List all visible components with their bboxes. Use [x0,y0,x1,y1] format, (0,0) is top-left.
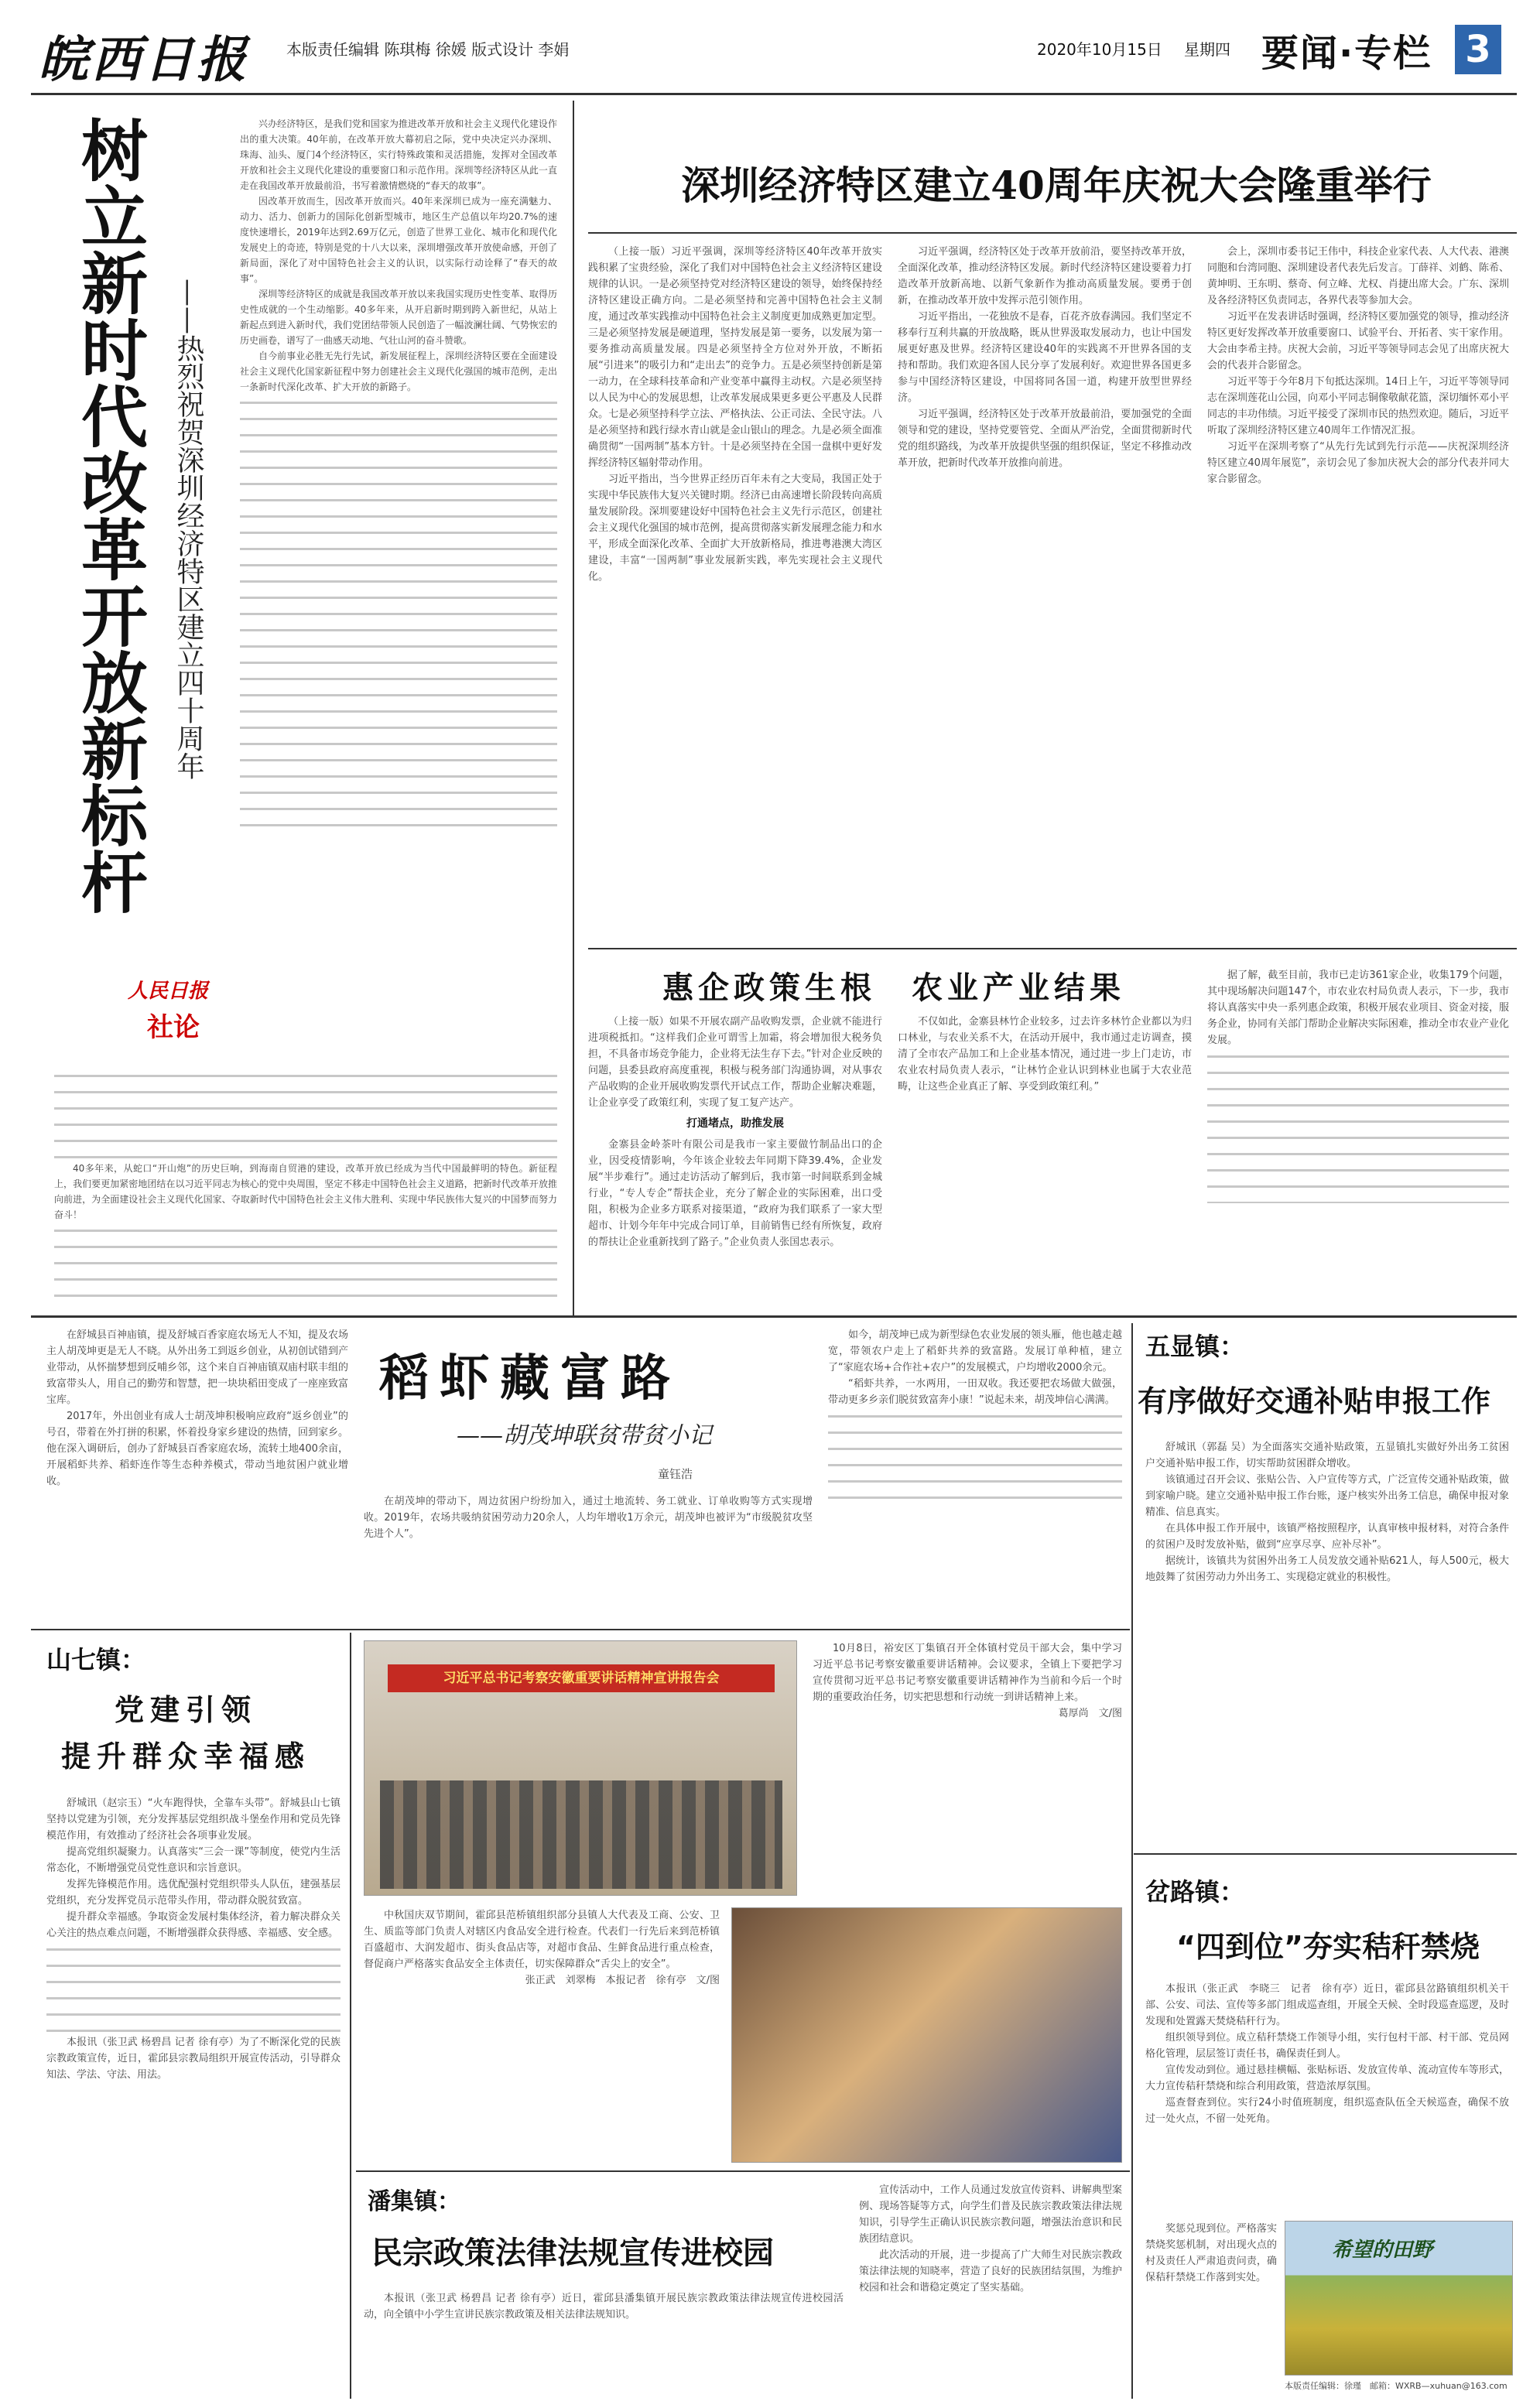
lead-para: 习近平指出，当今世界正经历百年未有之大变局，我国正处于实现中华民族伟大复兴关键时期。经济已由高速增长阶段转向高质量发展阶段。深圳要建设好中国特色社会主义先行示范区，创建社会主义现代化强国的城市范例，提高贯彻落实新发展理念能力和水平，形成全面深化改革、全面扩大开放新格局，推进粤港澳大湾区建设，丰富“一国两制”事业发展新实践，率先实现社会主义现代化。 [588,474,882,583]
chalu-title: “四到位”夯实秸秆禁烧 [1176,1930,1480,1964]
story-para: 2017年，外出创业有成人士胡茂坤积极响应政府“返乡创业”的号召，带着在外打拼的积累，怀着投身家乡建设的热情，回到家乡。他在深入调研后，创办了舒城县百香家庭农场，流转土地400余亩，开展稻虾共养、稻虾连作等生态种养模式，带动当地贫困户就业增收。 [46,1411,348,1487]
shanqi-para: 发挥先锋模范作用。选优配强村党组织带头人队伍，建强基层党组织，充分发挥党员示范带头作用，带动群众脱贫致富。 [46,1879,341,1907]
lead-title: 深圳经济特区建立40周年庆祝大会隆重举行 [681,162,1432,208]
wuxian-para: 该镇通过召开会议、张贴公告、入户宣传等方式，广泛宣传交通补贴政策，做到家喻户晓。建立交通补贴申报工作台账，逐户核实外出务工信息，确保申报对象精准、信息真实。 [1145,1474,1509,1518]
lead-para: 习近平强调，经济特区处于改革开放最前沿，要加强党的全面领导和党的建设，坚持党要管党、全面从严治党，全面贯彻新时代党的组织路线，为改革开放提供坚强的组织保证，坚定不移推动改革开放，把新时代改革开放推向前进。 [898,409,1192,469]
editorial-para: 兴办经济特区，是我们党和国家为推进改革开放和社会主义现代化建设作出的重大决策。40年前，在改革开放大幕初启之际，党中央决定兴办深圳、珠海、汕头、厦门4个经济特区，实行特殊政策和灵活措施，发挥对全国改革开放和社会主义现代化建设的重要窗口和示范作用。深圳等经济特区从此一直走在我国改革开放最前沿，书写着激情燃烧的“春天的故事”。 [240,118,557,191]
meeting-photo [364,1640,797,1896]
policy-col-2 [898,1014,1192,1315]
lead-para: 习近平指出，一花独放不是春，百花齐放春满园。我们坚定不移奉行互利共赢的开放战略，既从世界汲取发展动力，也让中国发展更好惠及世界。经济特区建设40年的实践离不开世界各国的支持和帮助。我们欢迎各国人民分享了发展利好。欢迎世界各国更多参与中国经济特区建设，中国将同各国一道，构建开放型世界经济。 [898,311,1192,404]
panji-col-2 [859,2182,1122,2399]
editorial-para: 40多年来，从蛇口“开山炮”的历史巨响，到海南自贸港的建设，改革开放已经成为当代中国最鲜明的特色。新征程上，我们要更加紧密地团结在以习近平同志为核心的党中央周围，坚定不移走中国特色社会主义道路，把新时代改革开放推向前进，为全面建设社会主义现代化国家、夺取新时代中国特色社会主义伟大胜利、实现中华民族伟大复兴的中国梦而努力奋斗！ [54,1163,557,1220]
chalu-para: 组织领导到位。成立秸秆禁烧工作领导小组，实行包村干部、村干部、党员网格化管理，层层签订责任书，确保责任到人。 [1145,2032,1509,2060]
chalu-para: 宣传发动到位。通过悬挂横幅、张贴标语、发放宣传单、流动宣传车等形式，大力宣传秸秆禁烧和综合利用政策，营造浓厚氛围。 [1145,2064,1509,2092]
masthead [23,6,1517,91]
story-title: 稻虾藏富路 [379,1349,681,1408]
editorial-title: 树立新时代改革开放新标杆 [70,116,148,915]
lead-para: 习近平等于今年8月下旬抵达深圳。14日上午，习近平等领导同志在深圳莲花山公园，向邓小平同志铜像敬献花篮，深切缅怀邓小平同志的丰功伟绩。习近平接受了深圳市民的热烈欢迎。随后，习近平听取了深圳经济特区建立40周年工作情况汇报。 [1207,376,1509,436]
story-col-2 [364,1493,813,1625]
wuxian-place: 五显镇： [1145,1332,1245,1361]
editorial-subtitle: ——热烈祝贺深圳经济特区建立四十周年 [173,279,204,780]
chalu-body [1145,1981,1509,2213]
caption-text: 10月8日，裕安区丁集镇召开全体镇村党员干部大会，集中学习习近平总书记考察安徽重要讲话精神。会议要求，全镇上下要把学习宣传贯彻习近平总书记考察安徽重要讲话精神作为当前和今后一个时期的重要政治任务，切实把思想和行动统一到讲话精神上来。 [813,1643,1122,1703]
wuxian-title: 有序做好交通补贴申报工作 [1138,1384,1491,1418]
caption-text: 中秋国庆双节期间，霍邱县范桥镇组织部分县镇人大代表及工商、公安、卫生、质监等部门负责人对辖区内食品安全进行检查。代表们一行先后来到范桥镇百盛超市、大润发超市、街头食品店等，对超市食品、生鲜食品进行重点检查，督促商户严格落实食品安全主体责任，切实保障群众“舌尖上的安全”。 [364,1910,720,1970]
policy-para: 不仅如此，金寨县林竹企业较多，过去许多林竹企业都以为归口林业，与农业关系不大，在活动开展中，我市通过走访调查，摸清了全市农产品加工和上企业基本情况，通过进一步上门走访，市农业农村局负责人表示，“让林竹企业认识到林业也属于大农业范畴，让这些企业真正了解、享受到政策红利。” [898,1016,1192,1093]
issue-date: 2020年10月15日 [1037,40,1162,59]
editorial-para: 自今前事业必胜无先行先试，新发展征程上，深圳经济特区要在全面建设社会主义现代化国家新征程中努力创建社会主义现代化强国的城市范例，走出一条新时代深化改革、扩大开放的新路子。 [240,351,557,392]
wuxian-para: 舒城讯（郭磊 吴）为全面落实交通补贴政策，五显镇扎实做好外出务工贫困户交通补贴申报工作，切实帮助贫困群众增收。 [1145,1442,1509,1469]
shanqi-place: 山七镇： [46,1645,146,1674]
badge-logo: 人民日报 [128,980,209,1003]
policy-subhead: 打通堵点，助推发展 [686,1117,784,1130]
page-footer: 本版责任编辑：徐瑾 邮箱：WXRB—xuhuan@163.com [1285,2381,1507,2391]
shanqi-para: 舒城讯（赵宗玉）“火车跑得快，全靠车头带”。舒城县山七镇坚持以党建为引领，充分发挥基层党组织战斗堡垒作用和党员先锋模范作用，有效推动了经济社会各项事业发展。 [46,1797,341,1842]
chalu-body-2 [1145,2221,1277,2399]
market-photo [731,1907,1122,2163]
chalu-para: 巡查督查到位。实行24小时值班制度，组织巡查队伍全天候巡查，确保不放过一处火点，不留一处死角。 [1145,2097,1509,2125]
wuxian-para: 在具体申报工作开展中，该镇严格按照程序，认真审核申报材料，对符合条件的贫困户及时发放补贴，做到“应享尽享、应补尽补”。 [1145,1523,1509,1551]
story-subtitle: ——胡茂坤联贫带贫小记 [457,1422,712,1449]
lead-col-1 [588,244,882,940]
panji-para: 此次活动的开展，进一步提高了广大师生对民族宗教政策法律法规的知晓率，营造了良好的民族团结氛围，为维护校园和社会和谐稳定奠定了坚实基础。 [859,2249,1122,2293]
editor-line: 本版责任编辑 陈琪梅 徐媛 版式设计 李娟 [286,40,570,59]
story-byline: 童钰浩 [658,1467,693,1481]
lead-para: 习近平在发表讲话时强调，经济特区要加强党的领导，推动经济特区更好发挥改革开放重要窗口、试验平台、开拓者、实干家作用。大会由李希主持。庆祝大会前，习近平等领导同志会见了出席庆祝大会的代表并合影留念。 [1207,311,1509,371]
field-ad-title: 希望的田野 [1332,2239,1433,2262]
caption-credit: 张正武 刘翠梅 本报记者 徐有亭 文/图 [525,1975,720,1986]
story-para: “稻虾共养，一水两用，一田双收。我还要把农场做大做强，带动更多乡亲们脱贫致富奔小康！”说起未来，胡茂坤信心满满。 [828,1378,1122,1406]
chalu-para: 本报讯（张正武 李晓三 记者 徐有亭）近日，霍邱县岔路镇组织机关干部、公安、司法、宣传等多部门组成巡查组，开展全天候、全时段巡查巡逻，及时发现和处置露天焚烧秸秆行为。 [1145,1983,1509,2027]
shanqi-para: 提升群众幸福感。争取资金发展村集体经济，着力解决群众关心关注的热点难点问题，不断增强群众获得感、幸福感、安全感。 [46,1911,341,1939]
story-col-1 [46,1327,348,1625]
meeting-caption-2 [364,1907,720,2163]
lead-para: 习近平强调，经济特区处于改革开放前沿，要坚持改革开放，全面深化改革，推动经济特区发展。新时代经济特区建设要着力打造改革开放新高地、以新气象新作为推动高质量发展。要勇于创新，在推动改革开放中发挥示范引领作用。 [898,246,1192,306]
shanqi-body [46,1795,341,2391]
caption-credit: 葛厚尚 文/图 [1058,1708,1122,1719]
meeting-banner: 习近平总书记考察安徽重要讲话精神宣讲报告会 [388,1664,775,1692]
page-number-badge: 3 [1455,25,1501,74]
meeting-caption-1 [813,1640,1122,1896]
editorial-body-bottom [54,1068,557,1308]
policy-col-3 [1207,967,1509,1315]
section-name: 要闻·专栏 [1261,32,1432,75]
lead-para: 会上，深圳市委书记王伟中，科技企业家代表、人大代表、港澳同胞和台湾同胞、深圳建设者代表先后发言。丁薛祥、刘鹤、陈希、黄坤明、王东明、蔡奇、何立峰、尤权、肖捷出席大会。广东、深圳及各经济特区负责同志，各界代表等参加大会。 [1207,246,1509,306]
story-col-3 [828,1327,1122,1625]
story-para: 在胡茂坤的带动下，周边贫困户纷纷加入，通过土地流转、务工就业、订单收购等方式实现增收。2019年，农场共吸纳贫困劳动力20余人，人均年增收1万余元，胡茂坤也被评为“市级脱贫攻坚先进个人”。 [364,1496,813,1540]
masthead-logo[interactable]: 皖西日报 [39,31,249,89]
chalu-place: 岔路镇： [1145,1877,1245,1907]
policy-para: 据了解，截至目前，我市已走访361家企业，收集179个问题，其中现场解决问题147个，市农业农村局负责人表示，下一步，我市将认真落实中央一系列惠企政策，积极开展农业项目、资金对接，服务企业，协同有关部门帮助企业解决实际困难，推动全市农业产业化发展。 [1207,970,1509,1046]
wuxian-body [1145,1439,1509,1842]
shanqi-para: 本报讯（张卫武 杨碧昌 记者 徐有亭）为了不断深化党的民族宗教政策宣传，近日，霍邱县宗教局组织开展宣传活动，引导群众知法、学法、守法、用法。 [46,2037,341,2081]
lead-para: （上接一版）习近平强调，深圳等经济特区40年改革开放实践积累了宝贵经验，深化了我们对中国特色社会主义经济特区建设规律的认识。一是必须坚持党对经济特区建设的领导，始终保持经济特区建设正确方向。二是必须坚持和完善中国特色社会主义制度，通过改革实践推动中国特色社会主义制度更加成熟更加定型。三是必须坚持发展是硬道理，坚持发展是第一要务，以发展为第一要务推动高质量发展。四是必须坚持全方位对外开放，不断拓展“引进来”的吸引力和“走出去”的竞争力。五是必须坚持创新是第一动力，在全球科技革命和产业变革中赢得主动权。六是必须坚持以人民为中心的发展思想，让改革发展成果更多更公平惠及人民群众。七是必须坚持科学立法、严格执法、公正司法、全民守法。八是必须坚持和践行绿水青山就是金山银山的理念。九是必须全面准确贯彻“一国两制”基本方针。十是必须坚持在全国一盘棋中更好发挥经济特区辐射带动作用。 [588,246,882,469]
wuxian-para: 据统计，该镇共为贫困外出务工人员发放交通补贴621人，每人500元，极大地鼓舞了贫困劳动力外出务工、实现稳定就业的积极性。 [1145,1555,1509,1583]
editorial-badge [124,967,224,1052]
editorial-para: 因改革开放而生，因改革开放而兴。40年来深圳已成为一座充满魅力、动力、活力、创新力的国际化创新型城市，地区生产总值以年均20.7%的速度快速增长，2019年达到2.69万亿元，创造了世界工业化、城市化和现代化发展史上的奇迹，特别是党的十八大以来，深圳增强改革开放使命感，开创了新局面，深化了对中国特色社会主义的认识，以实际行动诠释了“春天的故事”。 [240,196,557,284]
shanqi-title: 党建引领 提升群众幸福感 [60,1693,310,1774]
policy-para: （上接一版）如果不开展农副产品收购发票，企业就不能进行进项税抵扣。“这样我们企业可谓雪上加霜，将会增加很大税务负担，不具备市场竞争能力，企业将无法生存下去。”针对企业反映的问题，县委县政府高度重视，积极与税务部门沟通协调，对从事农产品收购的企业开展收购发票代开试点工作，帮助企业解决难题，让企业享受了政策红利，实现了复工复产达产。 [588,1016,882,1109]
field-ad [1285,2221,1513,2376]
policy-para: 金寨县金岭茶叶有限公司是我市一家主要做竹制品出口的企业，因受疫情影响，今年该企业较去年同期下降39.4%，企业发展“半步难行”。通过走访活动了解到后，我市第一时间联系到金城行业，“专人专企”帮扶企业，充分了解企业的实际困难，出口受阻，积极为企业多方联系对接渠道，“政府为我们联系了一家大型超市、计划今年年中完成合同订单，目前销售已经有所恢复，政府的帮扶让企业重新找到了路子。”企业负责人张国忠表示。 [588,1139,882,1248]
badge-label: 社论 [147,1012,200,1043]
panji-para: 本报讯（张卫武 杨碧昌 记者 徐有亭）近日，霍邱县潘集镇开展民族宗教政策法律法规宣传进校园活动，向全镇中小学生宣讲民族宗教政策及相关法律法规知识。 [364,2293,844,2321]
issue-weekday: 星期四 [1184,40,1230,59]
audience-rows [380,1780,782,1889]
panji-place: 潘集镇： [368,2188,460,2215]
lead-para: 习近平在深圳考察了“从先行先试到先行示范——庆祝深圳经济特区建立40周年展览”，亲切会见了参加庆祝大会的部分代表并同大家合影留念。 [1207,441,1509,485]
lead-col-3 [1207,244,1509,940]
panji-col-1 [364,2290,844,2399]
policy-col-1 [588,1014,882,1315]
chalu-para: 奖惩兑现到位。严格落实禁烧奖惩机制，对出现火点的村及责任人严肃追责问责，确保秸秆禁烧工作落到实处。 [1145,2223,1277,2283]
lead-col-2 [898,244,1192,940]
story-para: 在舒城县百神庙镇，提及舒城百香家庭农场无人不知，提及农场主人胡茂坤更是无人不晓。从外出务工到返乡创业，从初创试错到产业带动，从怀揣梦想到反哺乡邻，这个来自百神庙镇双庙村联丰组的致富带头人，用自己的勤劳和智慧，把一块块稻田变成了一座座致富宝库。 [46,1329,348,1406]
shanqi-para: 提高党组织凝聚力。认真落实“三会一课”等制度，使党内生活常态化，不断增强党员党性意识和宗旨意识。 [46,1846,341,1874]
story-para: 如今，胡茂坤已成为新型绿色农业发展的领头雁，他也越走越宽，带领农户走上了稻虾共养的致富路。发展订单种植，建立了“家庭农场+合作社+农户”的发展模式，户均增收2000余元。 [828,1329,1122,1373]
panji-para: 宣传活动中，工作人员通过发放宣传资料、讲解典型案例、现场答疑等方式，向学生们普及民族宗教政策法律法规知识，引导学生正确认识民族宗教问题，增强法治意识和民族团结意识。 [859,2184,1122,2245]
editorial-body [240,116,557,1076]
panji-title: 民宗政策法律法规宣传进校园 [371,2235,774,2271]
policy-title: 惠企政策生根 农业产业结果 [662,970,1125,1006]
editorial-para: 深圳等经济特区的成就是我国改革开放以来我国实现历史性变革、取得历史性成就的一个生动缩影。40多年来，从开启新时期到跨入新世纪，从站上新起点到进入新时代，我们党团结带领人民创造了一幅波澜壮阔、气势恢宏的历史画卷，谱写了一曲感天动地、气壮山河的奋斗赞歌。 [240,289,557,346]
